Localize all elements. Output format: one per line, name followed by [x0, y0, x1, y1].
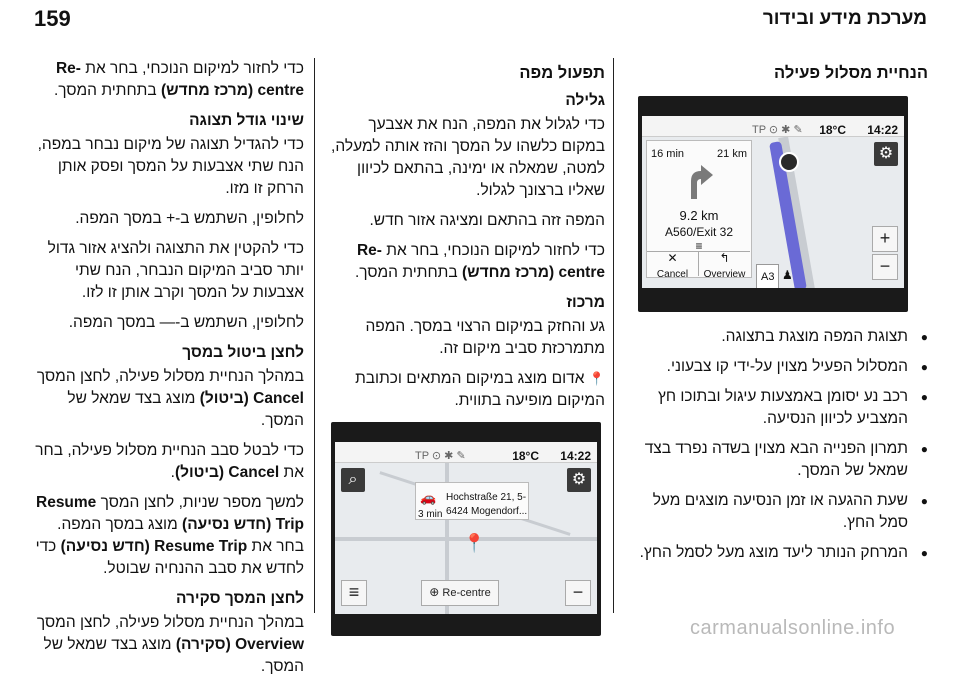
clock: 14:22	[560, 449, 591, 463]
plus-icon: +	[879, 228, 891, 248]
page-number: 159	[34, 6, 71, 31]
bullet-item: ● המרחק הנותר ליעד מוצג מעל לסמל החץ.	[623, 542, 928, 564]
bullet-item: ● תמרון הפנייה הבא מצוין בשדה נפרד בצד שמאל של המסך.	[623, 438, 928, 482]
close-icon: ✕	[667, 251, 678, 265]
bullet-item: ● תצוגת המפה מוצגת בתצוגה.	[623, 326, 928, 348]
text-segment: למשך מספר שניות, לחצן המסך	[96, 494, 304, 511]
cancel-paragraph-2	[34, 440, 304, 484]
time-remaining: 16 min	[651, 148, 685, 160]
zoom-in-button[interactable]	[872, 226, 898, 252]
scroll-paragraph-1: כדי לגלול את המפה, הנח את אצבעך במקום כלשהו על המסך והזז אותה למעלה, למטה, שמאלה או ימינה, בהתאם לכיוון שאליו ברצונך לגלול.	[331, 116, 605, 199]
bullet-item: ● המסלול הפעיל מצוין על-ידי קו צבעוני.	[623, 356, 928, 378]
resume-trip-term: Resume Trip (חדש נסיעה)	[36, 494, 304, 533]
search-icon: ⌕	[348, 471, 358, 488]
recenter-button[interactable]	[421, 580, 499, 606]
list-icon[interactable]: ≡	[695, 239, 703, 253]
status-bar	[642, 116, 904, 137]
vehicle-position-icon	[779, 152, 799, 172]
menu-icon: ≡	[348, 582, 360, 602]
scroll-heading: גלילה	[565, 92, 605, 109]
maneuver-distance: 9.2 km	[679, 208, 719, 223]
settings-gear-button[interactable]	[874, 142, 898, 166]
watermark-credit: carmanualsonline.info	[690, 617, 896, 639]
resume-trip-term: Resume Trip (חדש נסיעה)	[60, 538, 248, 555]
route-label: A3	[756, 264, 779, 288]
address-label[interactable]	[415, 482, 529, 520]
zoom-paragraph-3: כדי להקטין את התצוגה ולהציג אזור גדול יותר סביב המיקום הנבחר, הנח שתי אצבעות על המסך וקרב אותן זו לזו.	[47, 240, 304, 301]
turn-arrow-icon	[677, 161, 717, 201]
text-segment: אדום מוצג במיקום המתאים וכתובת המיקום מופיעה בתווית.	[355, 370, 605, 409]
minus-icon: −	[572, 582, 584, 602]
poi-icon: ♟	[782, 268, 793, 282]
scroll-paragraph-2: המפה זזה בהתאם ומציגה אזור חדש.	[369, 212, 605, 229]
text-segment: בתחתית המסך.	[53, 82, 161, 99]
nav-screen	[642, 116, 904, 288]
maneuver-label: A560/Exit 32	[664, 225, 734, 239]
zoom-out-button[interactable]	[565, 580, 591, 606]
recenter-term: Re-centre (מרכז מחדש)	[55, 60, 304, 99]
status-bar	[335, 442, 597, 463]
active-guidance-screenshot	[638, 96, 908, 312]
crosshair-icon: ⊕	[429, 585, 440, 599]
temperature: 18°C	[819, 123, 846, 137]
address-line-1: Hochstraße 21, 5-	[446, 492, 527, 503]
eta-label: 3 min	[418, 509, 443, 520]
cancel-button[interactable]	[647, 251, 699, 280]
zoom-paragraph-1: כדי להגדיל תצוגה של מיקום נבחר במפה, הנח שתי אצבעות על המסך ופסק אותן הרחק זו מזו.	[37, 136, 304, 197]
page-title: מערכת מידע ובידור	[762, 8, 927, 29]
bullet-item: ● רכב נע יסומן באמצעות עיגול ובתוכו חץ המצביע לכיוון הנסיעה.	[623, 386, 928, 430]
map-pin-icon: 📍	[463, 533, 486, 553]
recenter-button-label: Re-centre	[442, 587, 491, 599]
text-segment: במהלך הנחיית מסלול פעילה, לחצן המסך	[36, 368, 304, 385]
map-screen	[335, 442, 597, 614]
route-overview-icon: ↰	[719, 251, 730, 265]
status-icons: TP ⊙ ✱ ✎	[415, 450, 466, 462]
bullet-item: ● שעת ההגעה או זמן הנסיעה מוצגים מעל סמל החץ.	[623, 490, 928, 534]
clock: 14:22	[867, 123, 898, 137]
cancel-paragraph-1	[34, 366, 304, 432]
center-paragraph-1: גע והחזק במיקום הרצוי במסך. המפה מתמרכזת סביב מיקום זה.	[365, 318, 605, 357]
zoom-paragraph-4: לחלופין, השתמש ב-— במסך המפה.	[68, 314, 304, 331]
cancel-heading: לחצן ביטול במסך	[182, 344, 304, 361]
car-icon: 🚗	[420, 490, 437, 505]
distance-remaining: 21 km	[717, 148, 747, 160]
gear-icon: ⚙	[878, 145, 894, 162]
overview-heading: לחצן המסך סקירה	[175, 590, 304, 607]
text-segment: .	[170, 464, 175, 481]
temperature: 18°C	[512, 449, 539, 463]
active-guidance-heading: הנחיית מסלול פעילה	[774, 64, 928, 82]
overview-button[interactable]	[699, 251, 750, 280]
minus-icon: −	[879, 256, 891, 276]
text-segment: מוצג בצד שמאל של המסך.	[43, 636, 304, 675]
zoom-out-button[interactable]	[872, 254, 898, 280]
scroll-paragraph-3	[325, 240, 605, 284]
zoom-heading: שינוי גודל תצוגה	[189, 112, 304, 129]
left-column	[34, 58, 304, 686]
cancel-button-label: Cancel	[656, 269, 689, 280]
menu-button[interactable]	[341, 580, 367, 606]
text-segment: מוצג בצד שמאל של המסך.	[67, 390, 304, 429]
settings-gear-button[interactable]	[567, 468, 591, 492]
recenter-term: Re-centre (מרכז מחדש)	[356, 242, 605, 281]
gear-icon: ⚙	[571, 471, 587, 488]
overview-paragraph-1	[34, 612, 304, 678]
address-line-2: 6424 Mogendorf...	[446, 506, 528, 517]
column-divider-left	[314, 58, 315, 613]
overview-term: Overview (סקירה)	[175, 636, 304, 653]
column-divider-right	[613, 58, 614, 613]
map-operation-screenshot	[331, 422, 601, 636]
cancel-term: Cancel (ביטול)	[199, 390, 304, 407]
guidance-bullet-list	[623, 326, 928, 564]
right-column	[623, 58, 928, 572]
maneuver-panel	[646, 140, 752, 278]
text-segment: בתחתית המסך.	[354, 264, 462, 281]
zoom-paragraph-2: לחלופין, השתמש ב-+ במסך המפה.	[75, 210, 304, 227]
map-operation-heading: תפעול מפה	[519, 64, 605, 82]
page-header	[0, 0, 960, 44]
text-segment: מוצג במסך המפה. בחר את	[57, 516, 304, 555]
map-pin-icon: 📍	[588, 371, 605, 386]
status-icons: TP ⊙ ✱ ✎	[752, 124, 803, 136]
overview-button-label: Overview	[703, 269, 746, 280]
text-segment: כדי לחזור למיקום הנוכחי, בחר את	[80, 60, 304, 77]
cancel-term: Cancel (ביטול)	[174, 464, 280, 481]
middle-column	[325, 58, 605, 636]
search-button[interactable]	[341, 468, 365, 492]
cancel-paragraph-3	[34, 492, 304, 580]
center-paragraph-2	[325, 368, 605, 412]
recenter-paragraph	[34, 58, 304, 102]
center-heading: מרכוז	[566, 294, 605, 311]
text-segment: כדי לחדש את סבב ההנחיה שבוטל.	[35, 538, 304, 577]
text-segment: כדי לחזור למיקום הנוכחי, בחר את	[381, 242, 605, 259]
text-segment: כדי לבטל סבב הנחיית מסלול פעילה, בחר את	[35, 442, 304, 481]
text-segment: במהלך הנחיית מסלול פעילה, לחצן המסך	[36, 614, 304, 631]
